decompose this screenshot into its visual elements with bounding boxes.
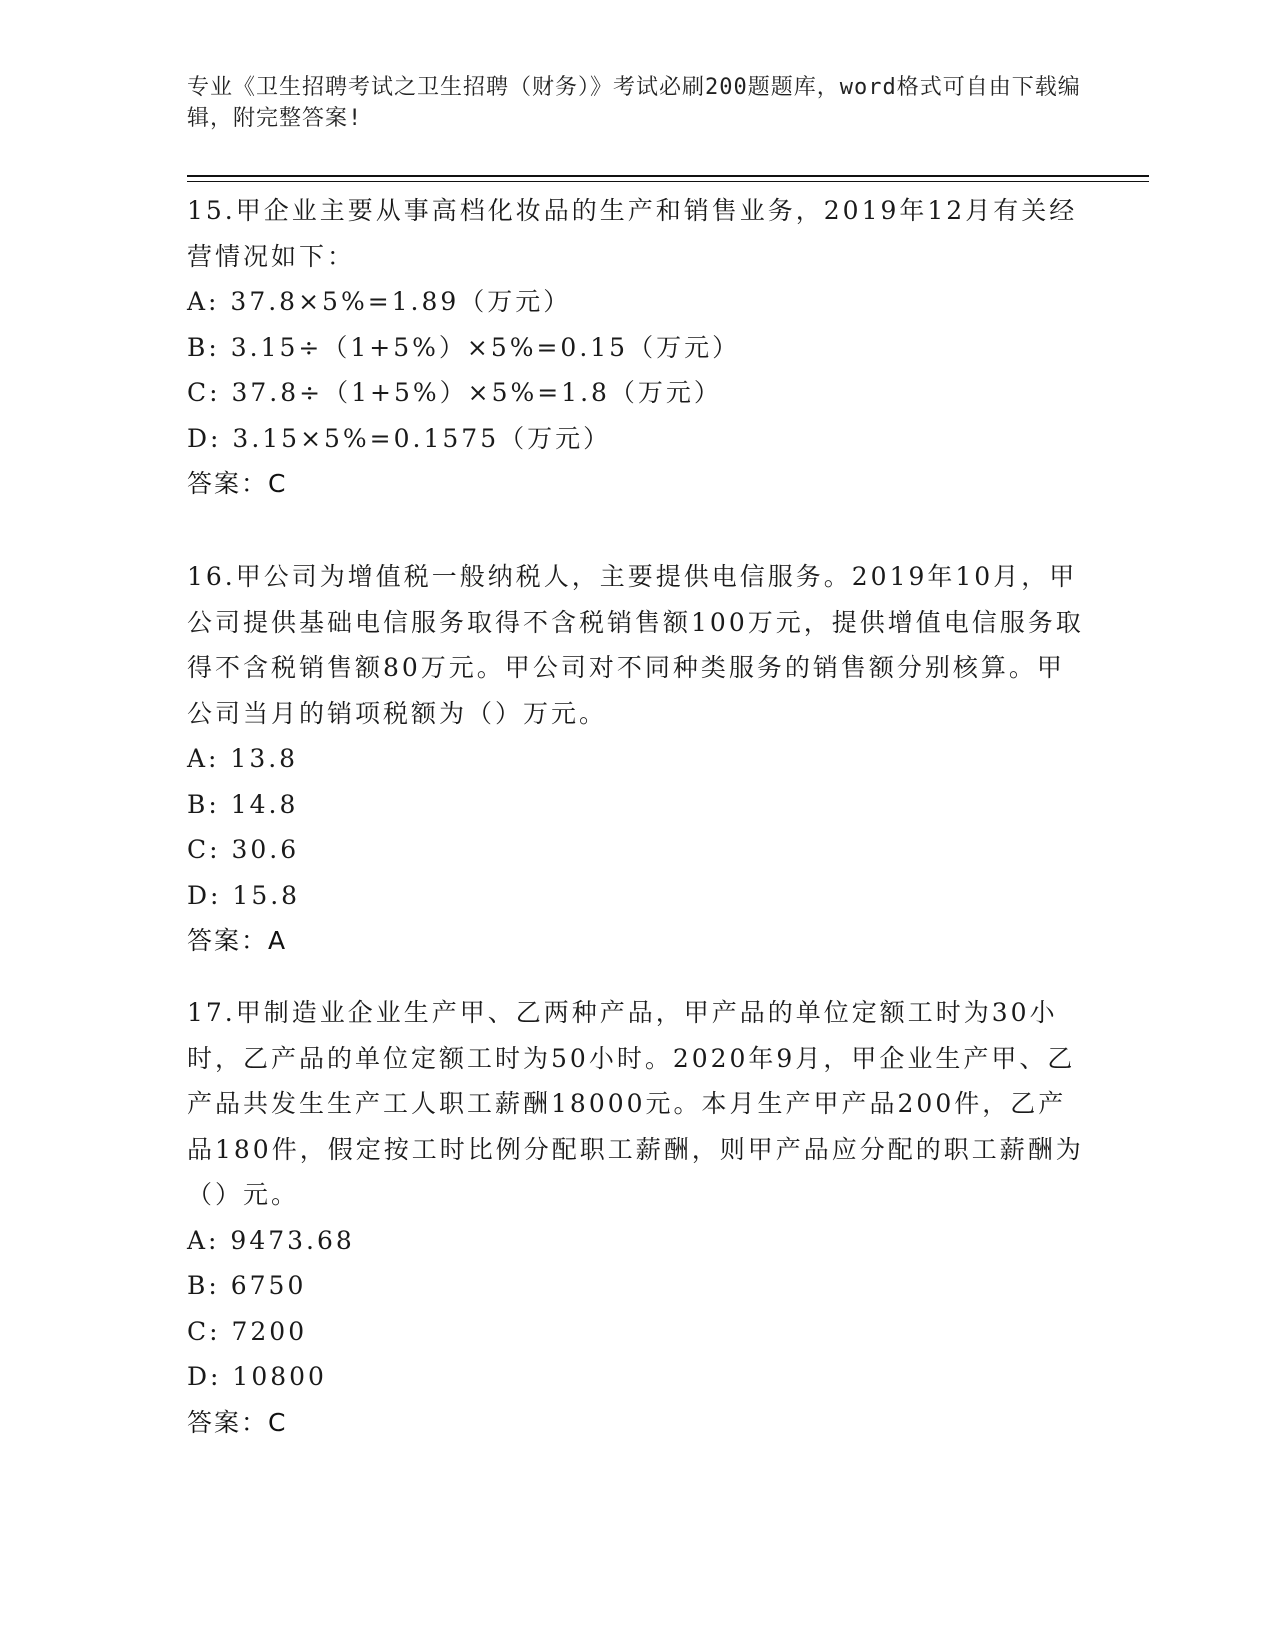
option-a: A: 37.8×5%=1.89（万元） — [187, 287, 572, 316]
option-c: C: 7200 — [187, 1316, 308, 1346]
option-c: C: 37.8÷（1+5%）×5%=1.8（万元） — [187, 378, 722, 407]
option-d: D: 3.15×5%=0.1575（万元） — [187, 423, 612, 453]
option-a: A: 13.8 — [187, 744, 299, 773]
option-d: D: 10800 — [187, 1362, 327, 1391]
question-stem: 16.甲公司为增值税一般纳税人，主要提供电信服务。2019年10月，甲公司提供基础电信服务取得不含税销售额100万元，提供增值电信服务取得不含税销售额80万元。甲公司对不同种类服务的销售额分别核算。甲公司当月的销项税额为（）万元。 — [187, 562, 1084, 728]
question-stem: 17.甲制造业企业生产甲、乙两种产品，甲产品的单位定额工时为30小时，乙产品的单位定额工时为50小时。2020年9月，甲企业生产甲、乙产品共发生生产工人职工薪酬18000元。本月生产甲产品200件，乙产品180件，假定按工时比例分配职工薪酬，则甲产品应分配的职工薪酬为（）元。 — [187, 998, 1084, 1209]
question-stem: 15.甲企业主要从事高档化妆品的生产和销售业务，2019年12月有关经营情况如下： — [187, 196, 1078, 271]
question-16 — [187, 554, 1087, 964]
option-a: A: 9473.68 — [187, 1225, 355, 1255]
answer-line: 答案：A — [187, 926, 288, 955]
answer-line: 答案：C — [187, 1407, 288, 1437]
option-b: B: 6750 — [187, 1271, 307, 1300]
header-divider-thin — [187, 181, 1149, 182]
question-15 — [187, 188, 1087, 507]
option-b: B: 14.8 — [187, 789, 299, 819]
question-17 — [187, 990, 1087, 1445]
header-divider-thick — [187, 175, 1149, 177]
answer-line: 答案：C — [187, 469, 288, 498]
option-d: D: 15.8 — [187, 880, 301, 910]
document-header: 专业《卫生招聘考试之卫生招聘（财务）》考试必刷200题题库，word格式可自由下载编辑，附完整答案! — [187, 75, 1081, 131]
option-c: C: 30.6 — [187, 835, 300, 864]
option-b: B: 3.15÷（1+5%）×5%=0.15（万元） — [187, 332, 741, 362]
